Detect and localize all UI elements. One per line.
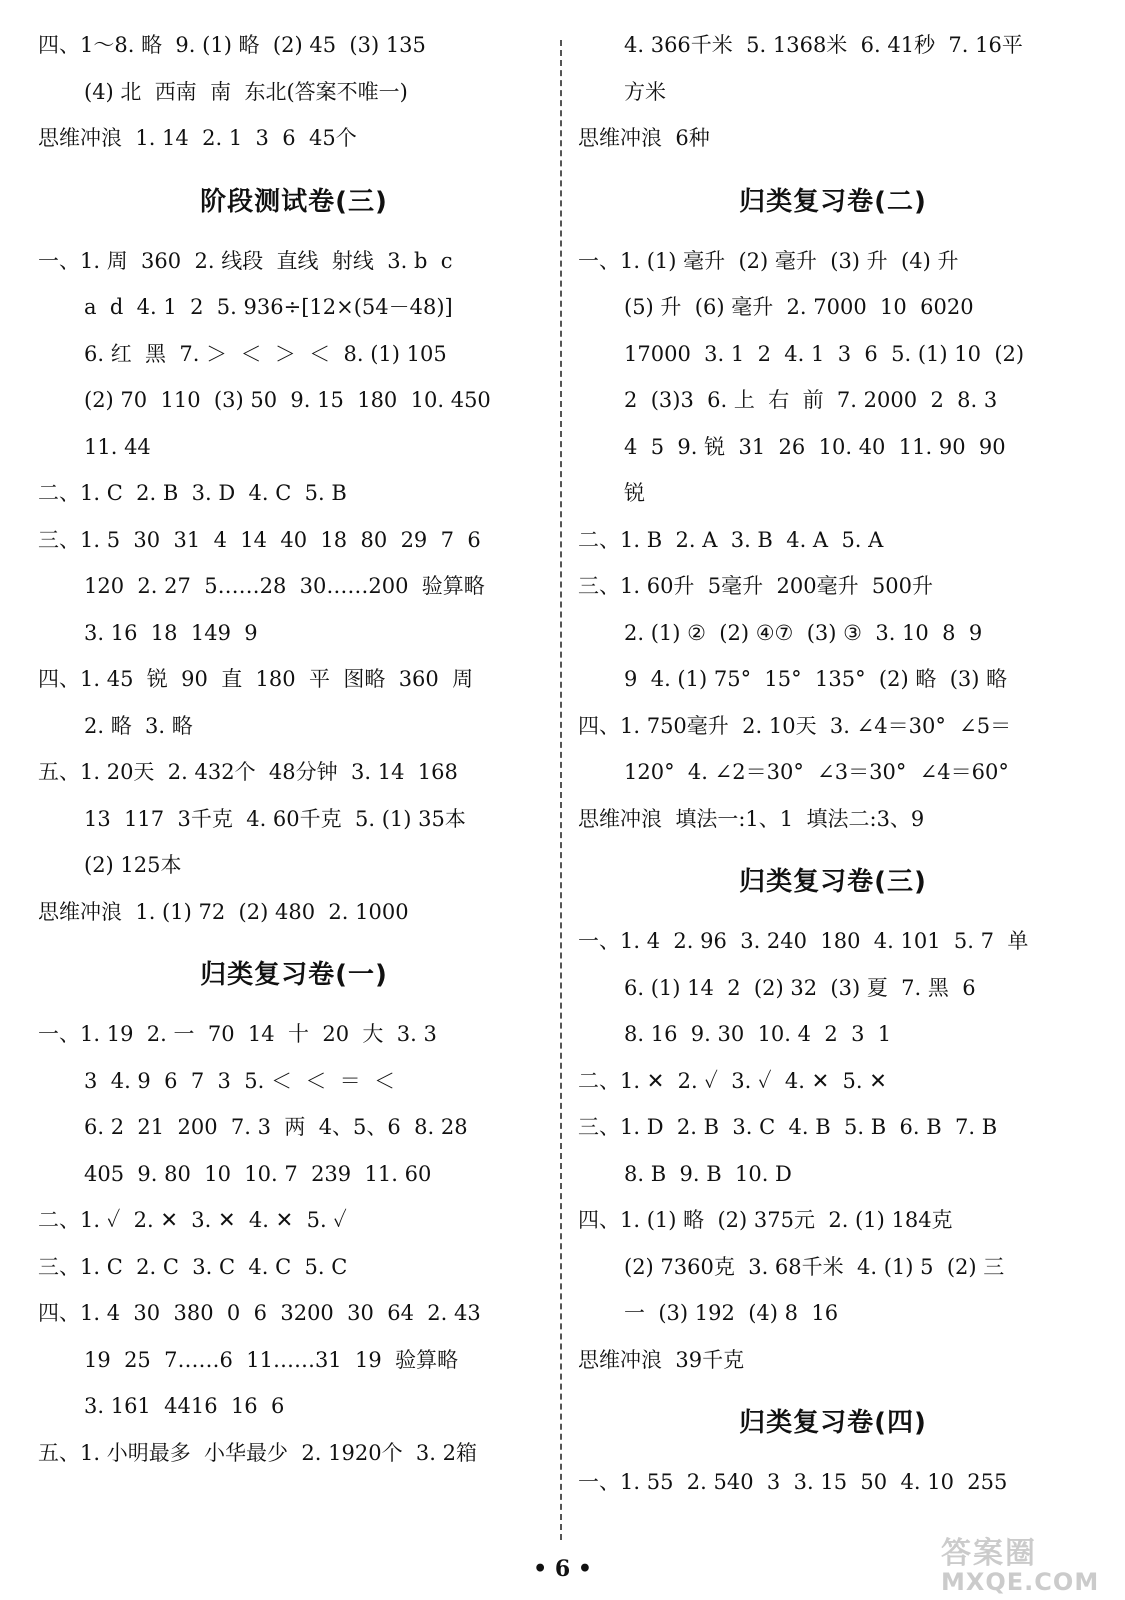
answer-line: 思维冲浪 6种 xyxy=(578,126,710,150)
answer-line: 6. 红 黑 7. ＞ ＜ ＞ ＜ 8. (1) 105 xyxy=(84,341,447,366)
answer-line: 11. 44 xyxy=(84,434,151,459)
watermark-top-text: 答案圈 xyxy=(941,1536,1037,1571)
answer-line: 120 2. 27 5……28 30……200 验算略 xyxy=(84,574,485,598)
answer-line: 9 4. (1) 75° 15° 135° (2) 略 (3) 略 xyxy=(624,667,1008,691)
watermark-logo xyxy=(941,1528,1111,1594)
answer-line: (4) 北 西南 南 东北(答案不唯一) xyxy=(84,79,408,104)
answer-line: 二、1. ✓ 2. ✕ 3. ✕ 4. ✕ 5. ✓ xyxy=(38,1208,347,1232)
section-heading: 阶段测试卷(三) xyxy=(200,186,388,217)
answer-line: 一、1. (1) 毫升 (2) 毫升 (3) 升 (4) 升 xyxy=(578,248,959,273)
section-heading: 归类复习卷(三) xyxy=(739,867,927,897)
answer-line: 6. 2 21 200 7. 3 两 4、5、6 8. 28 xyxy=(84,1115,468,1139)
answer-line: 三、1. 60升 5毫升 200毫升 500升 xyxy=(578,574,934,598)
answer-line: 四、1. 4 30 380 0 6 3200 30 64 2. 43 xyxy=(38,1301,481,1325)
answer-line: 3 4. 9 6 7 3 5. ＜ ＜ ＝ ＜ xyxy=(84,1068,396,1093)
answer-line: 一、1. 4 2. 96 3. 240 180 4. 101 5. 7 单 xyxy=(578,929,1029,953)
answer-line: 120° 4. ∠2＝30° ∠3＝30° ∠4＝60° xyxy=(624,760,1009,784)
answer-line: 思维冲浪 1. (1) 72 (2) 480 2. 1000 xyxy=(38,899,409,924)
watermark-bottom-text: MXQE.COM xyxy=(941,1568,1100,1596)
answer-line: 一 (3) 192 (4) 8 16 xyxy=(624,1301,839,1325)
answer-line: 方米 xyxy=(624,79,666,104)
answer-line: 8. B 9. B 10. D xyxy=(624,1161,792,1186)
answer-line: 三、1. C 2. C 3. C 4. C 5. C xyxy=(38,1254,348,1279)
answer-line: 思维冲浪 39千克 xyxy=(578,1347,745,1372)
column-divider xyxy=(560,40,562,1540)
answer-line: 二、1. ✕ 2. ✓ 3. ✓ 4. ✕ 5. ✕ xyxy=(578,1068,887,1093)
answer-line: (5) 升 (6) 毫升 2. 7000 10 6020 xyxy=(624,295,974,319)
answer-line: 四、1. 750毫升 2. 10天 3. ∠4＝30° ∠5＝ xyxy=(578,713,1012,738)
answer-line: 13 117 3千克 4. 60千克 5. (1) 35本 xyxy=(84,806,466,831)
section-heading: 归类复习卷(四) xyxy=(739,1408,927,1438)
answer-line: 一、1. 19 2. 一 70 14 十 20 大 3. 3 xyxy=(38,1022,437,1046)
answer-line: (2) 125本 xyxy=(84,853,182,877)
answer-line: a d 4. 1 2 5. 936÷[12×(54－48)] xyxy=(84,295,453,319)
answer-line: 2 (3)3 6. 上 右 前 7. 2000 2 8. 3 xyxy=(624,388,998,412)
answer-line: 思维冲浪 填法一:1、1 填法二:3、9 xyxy=(578,806,925,831)
answer-line: 3. 161 4416 16 6 xyxy=(84,1394,285,1418)
answer-line: 4 5 9. 锐 31 26 10. 40 11. 90 90 xyxy=(624,434,1006,459)
answer-line: 19 25 7……6 11……31 19 验算略 xyxy=(84,1347,459,1372)
answer-line: 二、1. B 2. A 3. B 4. A 5. A xyxy=(578,527,884,552)
section-heading: 归类复习卷(一) xyxy=(200,960,388,990)
answer-line: 405 9. 80 10 10. 7 239 11. 60 xyxy=(84,1161,432,1186)
answer-line: 4. 366千米 5. 1368米 6. 41秒 7. 16平 xyxy=(624,33,1023,57)
answer-line: 思维冲浪 1. 14 2. 1 3 6 45个 xyxy=(38,126,357,150)
answer-line: 2. 略 3. 略 xyxy=(84,713,193,738)
answer-line: (2) 7360克 3. 68千米 4. (1) 5 (2) 三 xyxy=(624,1254,1005,1279)
answer-line: 五、1. 20天 2. 432个 48分钟 3. 14 168 xyxy=(38,760,458,784)
left-column xyxy=(38,22,550,1476)
answer-line: 8. 16 9. 30 10. 4 2 3 1 xyxy=(624,1022,892,1046)
answer-line: (2) 70 110 (3) 50 9. 15 180 10. 450 xyxy=(84,388,491,412)
right-column xyxy=(578,22,1088,1506)
answer-line: 三、1. 5 30 31 4 14 40 18 80 29 7 6 xyxy=(38,527,481,552)
answer-line: 一、1. 周 360 2. 线段 直线 射线 3. b c xyxy=(38,248,453,273)
answer-line: 四、1. 45 锐 90 直 180 平 图略 360 周 xyxy=(38,667,474,691)
answer-line: 一、1. 55 2. 540 3 3. 15 50 4. 10 255 xyxy=(578,1470,1008,1494)
answer-line: 三、1. D 2. B 3. C 4. B 5. B 6. B 7. B xyxy=(578,1115,998,1139)
answer-line: 四、1～8. 略 9. (1) 略 (2) 45 (3) 135 xyxy=(38,33,426,57)
answer-line: 3. 16 18 149 9 xyxy=(84,620,258,645)
page-number: • 6 • xyxy=(533,1556,592,1582)
answer-line: 二、1. C 2. B 3. D 4. C 5. B xyxy=(38,481,347,505)
answer-line: 6. (1) 14 2 (2) 32 (3) 夏 7. 黑 6 xyxy=(624,975,976,1000)
section-heading: 归类复习卷(二) xyxy=(739,186,927,217)
answer-line: 17000 3. 1 2 4. 1 3 6 5. (1) 10 (2) xyxy=(624,341,1025,366)
answer-line: 锐 xyxy=(624,481,645,505)
answer-line: 2. (1) ② (2) ④⑦ (3) ③ 3. 10 8 9 xyxy=(624,620,983,645)
answer-line: 五、1. 小明最多 小华最少 2. 1920个 3. 2箱 xyxy=(38,1440,477,1465)
answer-line: 四、1. (1) 略 (2) 375元 2. (1) 184克 xyxy=(578,1208,953,1232)
